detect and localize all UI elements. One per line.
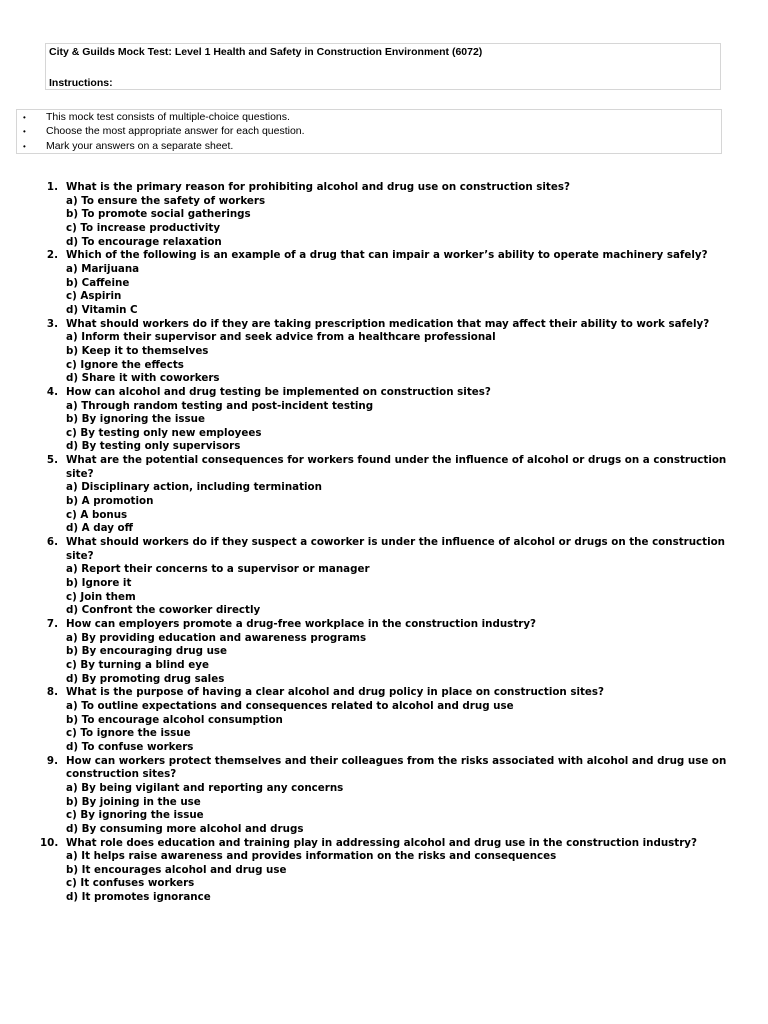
question-item bbox=[40, 618, 740, 686]
question-text: How can alcohol and drug testing be implemented on construction sites? bbox=[66, 385, 491, 398]
answer-option: c) A bonus bbox=[66, 508, 128, 521]
answer-option: a) Inform their supervisor and seek advice from a healthcare professional bbox=[66, 331, 496, 344]
question-number: 3. bbox=[46, 317, 58, 330]
answer-option: d) By consuming more alcohol and drugs bbox=[66, 822, 304, 835]
instruction-text: Choose the most appropriate answer for each question. bbox=[46, 125, 305, 137]
question-text: What role does education and training play in addressing alcohol and drug use in the construction industry? bbox=[66, 836, 697, 849]
answer-option: b) To encourage alcohol consumption bbox=[66, 713, 283, 726]
instructions-label: Instructions: bbox=[49, 77, 113, 89]
answer-option: d) To confuse workers bbox=[66, 740, 194, 753]
answer-option: d) Vitamin C bbox=[66, 303, 138, 316]
answer-option: a) Report their concerns to a supervisor or manager bbox=[66, 563, 370, 576]
question-item bbox=[40, 755, 740, 837]
instructions-list bbox=[16, 109, 722, 154]
answer-option: a) Through random testing and post-incident testing bbox=[66, 399, 374, 412]
answer-option: c) By turning a blind eye bbox=[66, 658, 209, 671]
question-text: How can employers promote a drug-free workplace in the construction industry? bbox=[66, 618, 537, 630]
question-item bbox=[40, 454, 740, 536]
question-text: What should workers do if they suspect a coworker is under the influence of alcohol or drugs on the construction site? bbox=[66, 536, 726, 562]
answer-option: b) By ignoring the issue bbox=[66, 413, 205, 426]
answer-option: b) By encouraging drug use bbox=[66, 645, 228, 658]
header-box bbox=[45, 43, 721, 90]
question-number: 4. bbox=[46, 385, 58, 398]
answer-option: d) By promoting drug sales bbox=[66, 672, 225, 685]
answer-option: a) Marijuana bbox=[66, 262, 140, 275]
answer-option: d) Share it with coworkers bbox=[66, 372, 220, 385]
question-text: Which of the following is an example of a drug that can impair a worker’s ability to operate machinery safely? bbox=[66, 249, 708, 262]
answer-option: c) Join them bbox=[66, 590, 136, 603]
answer-option: a) To ensure the safety of workers bbox=[66, 194, 266, 207]
bullet-icon: • bbox=[23, 113, 26, 122]
question-item bbox=[40, 249, 740, 317]
answer-option: c) Ignore the effects bbox=[66, 358, 184, 371]
answer-option: c) By testing only new employees bbox=[66, 426, 262, 439]
answer-option: c) By ignoring the issue bbox=[66, 809, 204, 822]
instruction-text: Mark your answers on a separate sheet. bbox=[46, 140, 234, 152]
answer-option: b) By joining in the use bbox=[66, 795, 201, 808]
answer-option: b) Caffeine bbox=[66, 276, 130, 289]
question-item bbox=[40, 386, 740, 454]
answer-option: a) By being vigilant and reporting any concerns bbox=[66, 781, 344, 794]
question-number: 10. bbox=[40, 836, 59, 849]
question-item bbox=[40, 536, 740, 618]
question-item bbox=[40, 318, 740, 386]
answer-option: d) To encourage relaxation bbox=[66, 235, 222, 248]
answer-option: b) A promotion bbox=[66, 495, 154, 508]
answer-option: b) To promote social gatherings bbox=[66, 208, 251, 221]
answer-option: d) By testing only supervisors bbox=[66, 440, 241, 453]
question-number: 7. bbox=[46, 618, 58, 630]
answer-option: d) It promotes ignorance bbox=[66, 891, 211, 904]
answer-option: c) To increase productivity bbox=[66, 221, 221, 234]
question-number: 1. bbox=[46, 181, 58, 193]
document-title: City & Guilds Mock Test: Level 1 Health and Safety in Construction Environment (6072) bbox=[49, 46, 483, 58]
bullet-icon: • bbox=[23, 142, 26, 151]
question-number: 9. bbox=[46, 754, 58, 767]
question-item bbox=[40, 181, 740, 249]
answer-option: d) A day off bbox=[66, 522, 133, 535]
answer-option: b) Ignore it bbox=[66, 577, 132, 590]
question-text: What are the potential consequences for workers found under the influence of alcohol or drugs on a construction site? bbox=[66, 454, 727, 480]
answer-option: b) It encourages alcohol and drug use bbox=[66, 863, 287, 876]
answer-option: a) By providing education and awareness programs bbox=[66, 631, 367, 644]
answer-option: d) Confront the coworker directly bbox=[66, 604, 261, 617]
answer-option: a) Disciplinary action, including termination bbox=[66, 481, 322, 494]
bullet-icon: • bbox=[23, 127, 26, 136]
question-item bbox=[40, 837, 740, 905]
answer-option: a) To outline expectations and consequences related to alcohol and drug use bbox=[66, 699, 514, 712]
instruction-text: This mock test consists of multiple-choice questions. bbox=[46, 111, 290, 123]
question-item bbox=[40, 686, 740, 754]
answer-option: c) Aspirin bbox=[66, 290, 122, 303]
question-list bbox=[40, 181, 740, 905]
question-number: 6. bbox=[46, 536, 58, 549]
answer-option: a) It helps raise awareness and provides information on the risks and consequences bbox=[66, 850, 557, 863]
question-number: 8. bbox=[46, 686, 58, 699]
question-number: 2. bbox=[46, 249, 58, 262]
question-text: How can workers protect themselves and their colleagues from the risks associated with alcohol and drug use on construction sites? bbox=[66, 754, 727, 781]
question-number: 5. bbox=[46, 454, 58, 467]
question-text: What is the primary reason for prohibiting alcohol and drug use on construction sites? bbox=[66, 181, 570, 193]
question-text: What is the purpose of having a clear alcohol and drug policy in place on construction sites? bbox=[66, 686, 605, 699]
answer-option: b) Keep it to themselves bbox=[66, 344, 209, 357]
question-text: What should workers do if they are taking prescription medication that may affect their ability to work safely? bbox=[66, 317, 710, 330]
answer-option: c) To ignore the issue bbox=[66, 727, 191, 740]
answer-option: c) It confuses workers bbox=[66, 877, 195, 890]
